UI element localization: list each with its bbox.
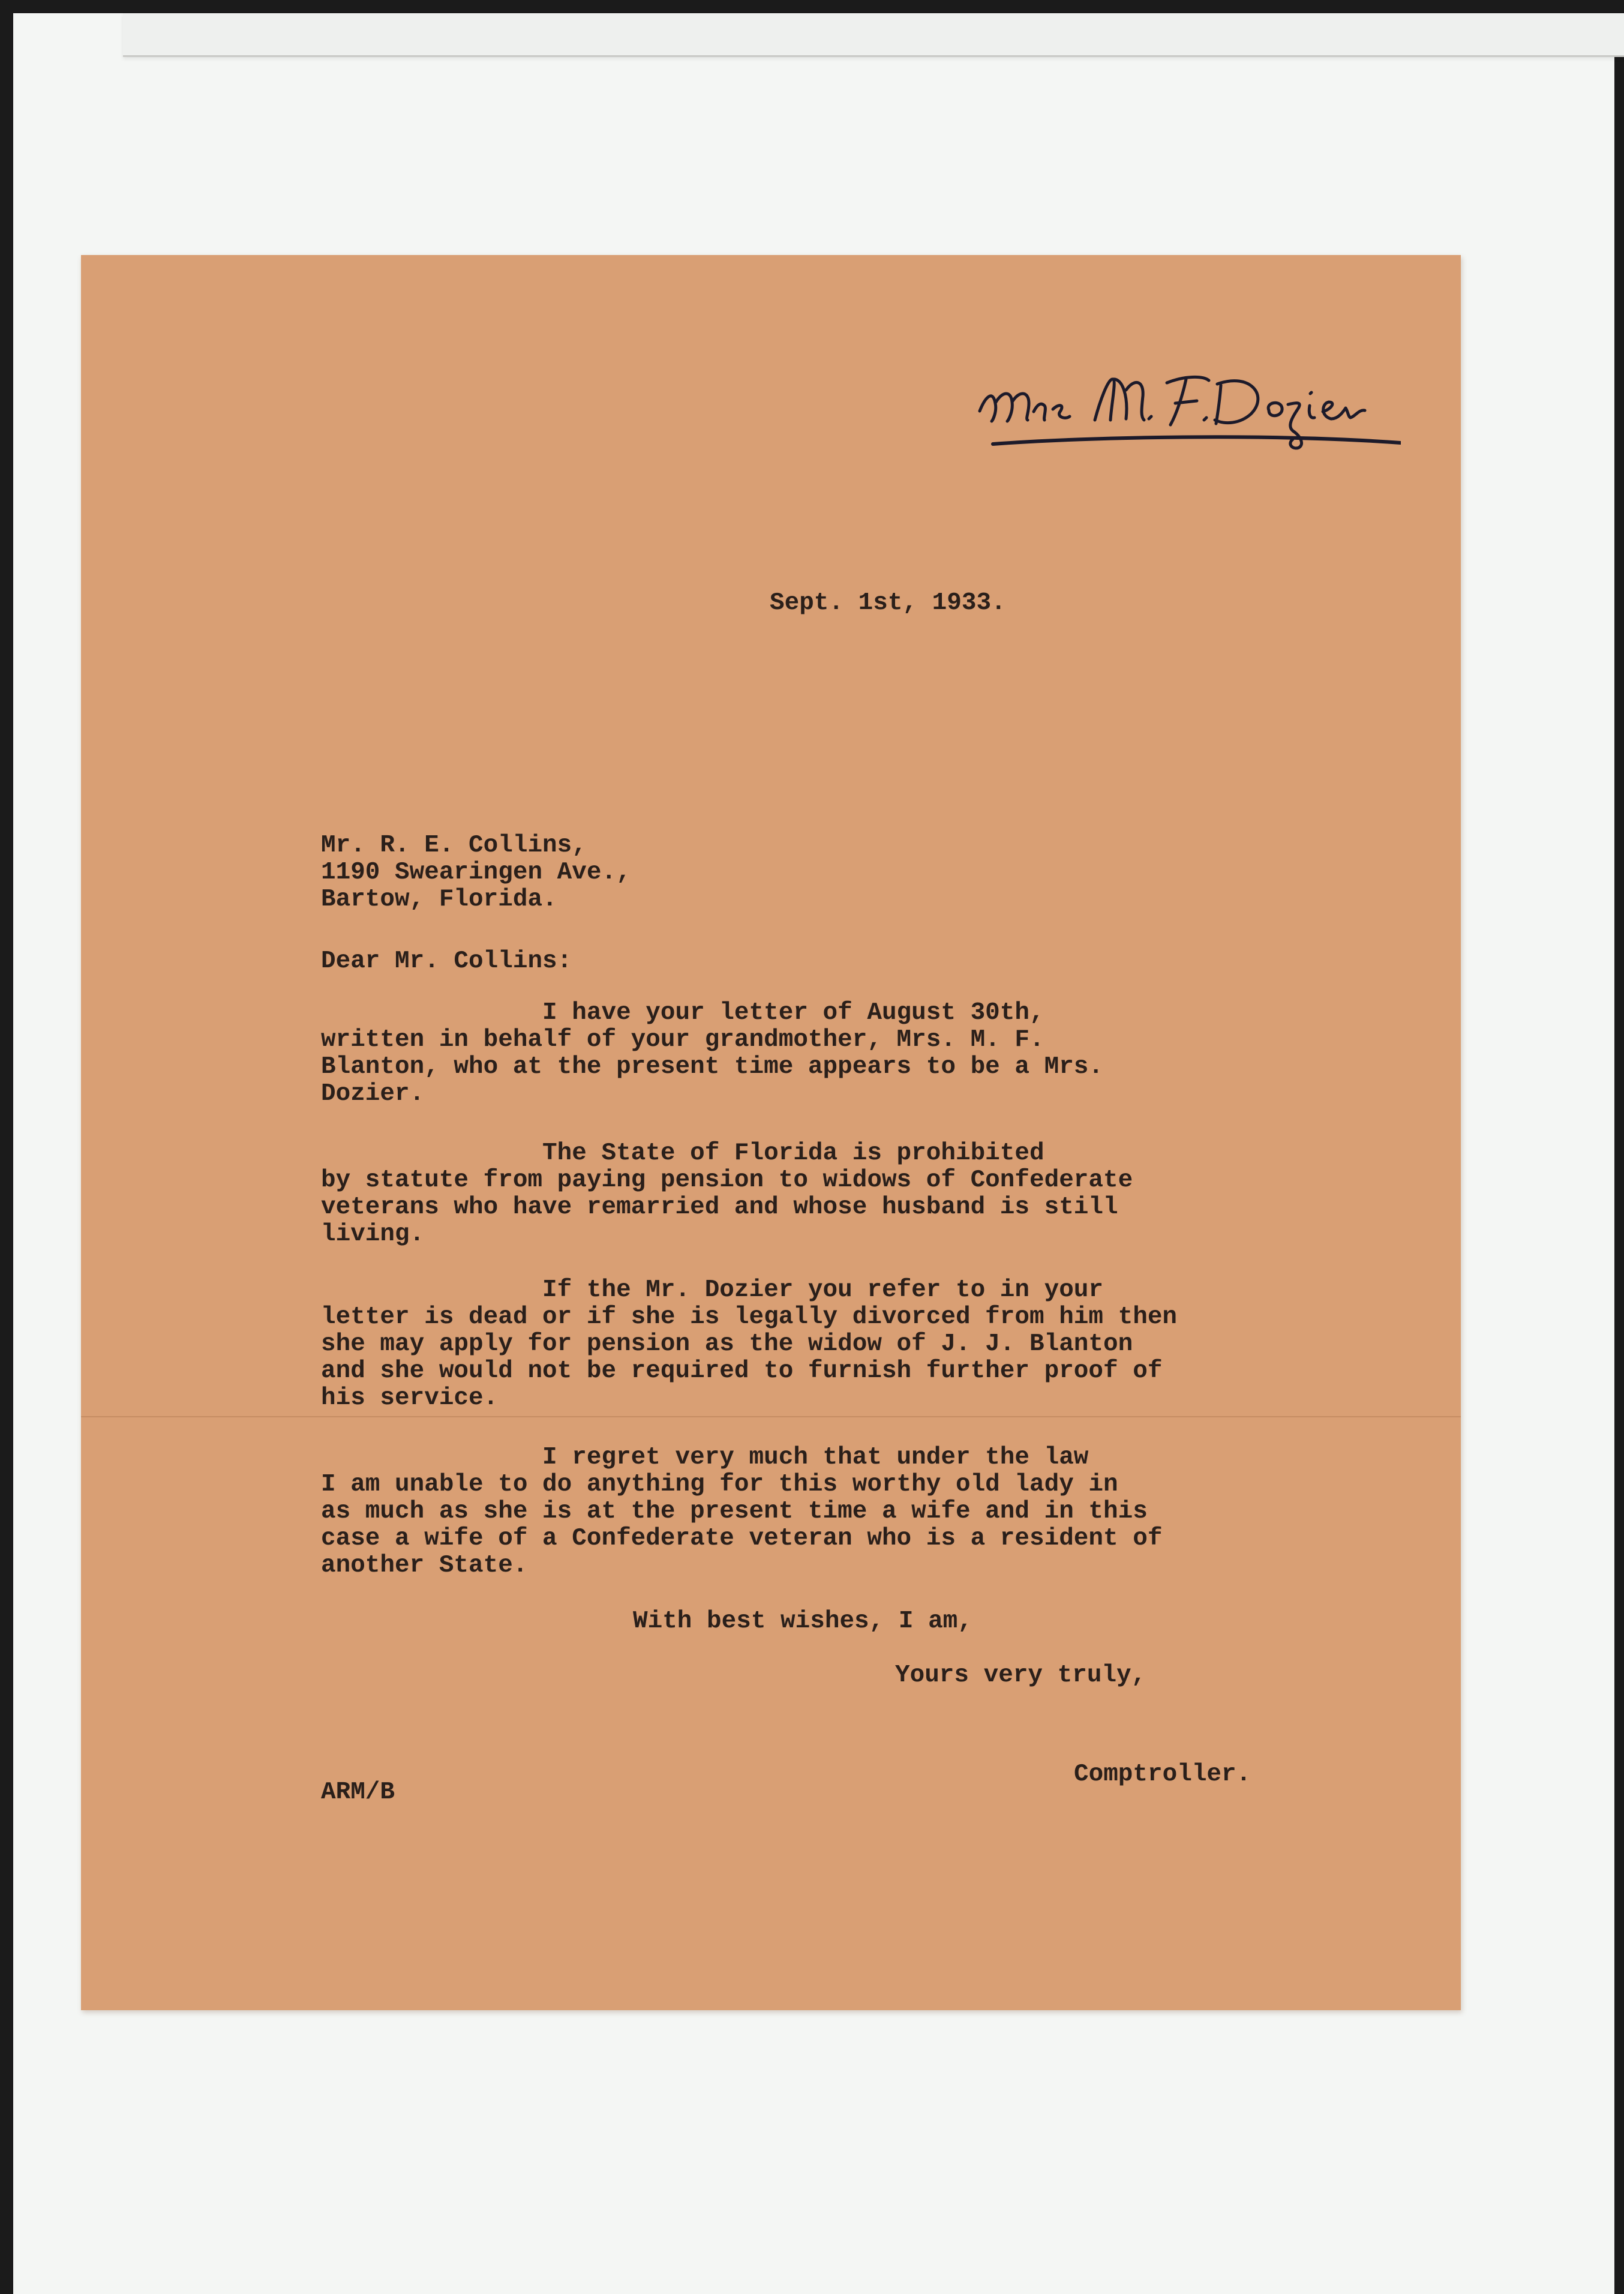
fold-line <box>81 1416 1461 1417</box>
body-paragraph: The State of Florida is prohibited by statute from paying pension to widows of Confederate veterans who have remarried and whose husband is still living. <box>321 1139 1133 1248</box>
recipient-street: 1190 Swearingen Ave., <box>321 859 631 886</box>
letter-date: Sept. 1st, 1933. <box>770 589 1006 617</box>
recipient-city: Bartow, Florida. <box>321 886 557 913</box>
handwritten-signature <box>969 354 1401 450</box>
scan-border-left <box>0 0 13 2294</box>
recipient-name: Mr. R. E. Collins, <box>321 832 587 859</box>
paper-edge-strip <box>123 13 1624 57</box>
closing-line: With best wishes, I am, <box>633 1608 972 1635</box>
salutation: Dear Mr. Collins: <box>321 947 572 975</box>
body-paragraph: If the Mr. Dozier you refer to in your letter is dead or if she is legally divorced from him then she may apply for pension as the widow of J. J. Blanton and she would not be required to furnish further proof of his service. <box>321 1276 1178 1412</box>
body-paragraph: I have your letter of August 30th, written in behalf of your grandmother, Mrs. M. F. Blanton, who at the present time appears to be a Mrs. Dozier. <box>321 999 1104 1108</box>
body-paragraph: I regret very much that under the law I am unable to do anything for this worthy old lady in as much as she is at the present time a wife and in this case a wife of a Confederate veteran who is a resident of another State. <box>321 1444 1163 1579</box>
signer-title: Comptroller. <box>1074 1761 1251 1788</box>
scan-border-right <box>1614 0 1624 2294</box>
scan-border-top <box>0 0 1624 13</box>
reference-initials: ARM/B <box>321 1779 395 1806</box>
complimentary-close: Yours very truly, <box>895 1662 1146 1689</box>
letter-sheet <box>81 255 1461 2010</box>
